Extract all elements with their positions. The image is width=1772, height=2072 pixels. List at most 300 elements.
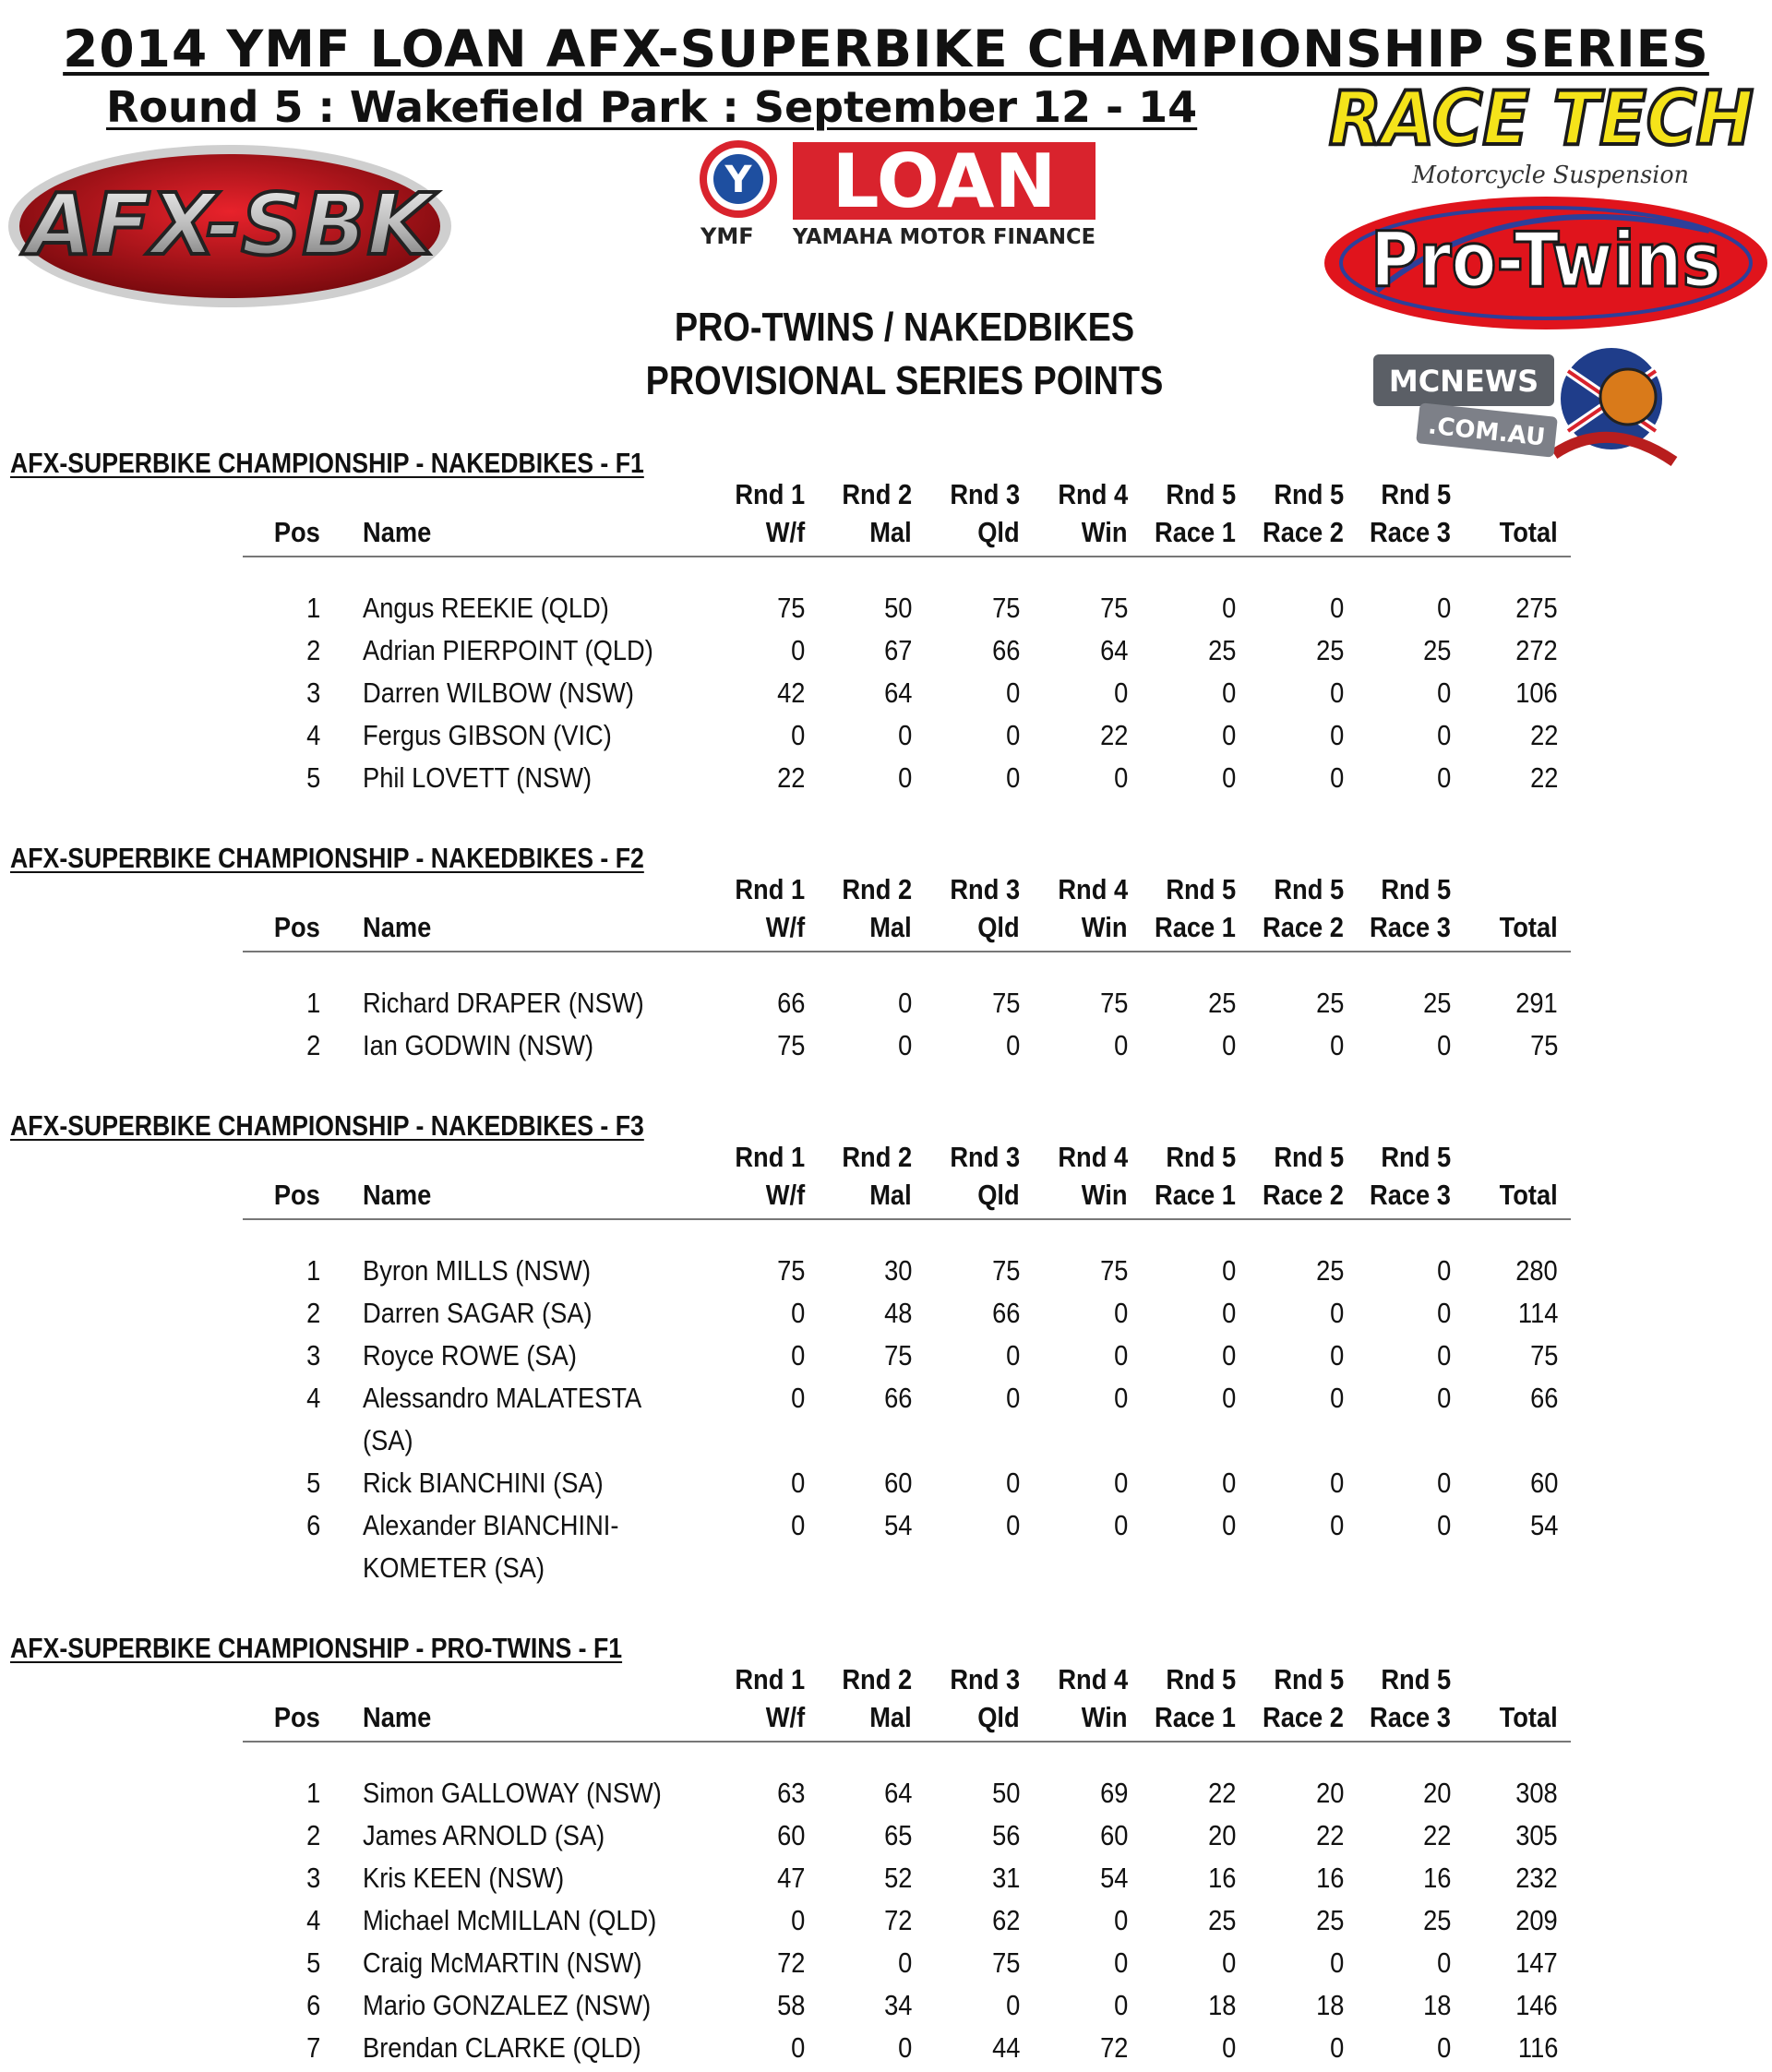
row-total: 280: [1515, 1254, 1558, 1287]
column-header-round: Rnd 5: [1274, 1141, 1344, 1173]
row-position: 4: [305, 1904, 320, 1936]
column-header-pos: Pos: [273, 516, 320, 548]
column-header-round: Rnd 5: [1166, 1663, 1236, 1695]
row-points: 66: [776, 987, 805, 1019]
row-points: 0: [1436, 1467, 1451, 1499]
row-position: 2: [305, 1819, 320, 1851]
row-points: 0: [1221, 1509, 1236, 1541]
row-points: 0: [1436, 677, 1451, 709]
row-points: 0: [1436, 1297, 1451, 1329]
row-points: 0: [1113, 1297, 1128, 1329]
column-header-round: Rnd 3: [950, 478, 1020, 510]
row-points: 0: [1221, 1297, 1236, 1329]
row-points: 69: [1099, 1777, 1128, 1809]
row-points: 0: [1005, 719, 1020, 751]
row-points: 0: [1221, 1467, 1236, 1499]
ymf-loan-logo: [697, 138, 1103, 249]
row-points: 72: [883, 1904, 912, 1936]
column-header-round: Rnd 4: [1058, 478, 1128, 510]
row-points: 0: [790, 1297, 805, 1329]
row-points: 25: [1422, 634, 1451, 666]
column-header-top-row: [0, 1661, 1772, 1704]
row-points: 25: [1315, 634, 1344, 666]
row-position: 2: [305, 1297, 320, 1329]
mcnews-logo: [1370, 343, 1694, 473]
table-row: [0, 1945, 1772, 1987]
row-points: 75: [883, 1339, 912, 1371]
row-total: 54: [1529, 1509, 1558, 1541]
row-points: 64: [883, 677, 912, 709]
row-position: 4: [305, 1382, 320, 1414]
column-header-event: W/f: [765, 911, 805, 943]
row-rider-name: Mario GONZALEZ (NSW): [363, 1989, 652, 2021]
row-points: 75: [776, 1254, 805, 1287]
column-header-event: Race 1: [1155, 911, 1236, 943]
section-title: AFX-SUPERBIKE CHAMPIONSHIP - NAKEDBIKES - F2: [10, 842, 644, 874]
row-points: 0: [1005, 1509, 1020, 1541]
column-header-top-row: [0, 1139, 1772, 1181]
row-points: 75: [991, 1946, 1020, 1979]
row-points: 0: [1329, 1382, 1344, 1414]
row-total: 22: [1529, 761, 1558, 794]
row-points: 0: [1329, 592, 1344, 624]
row-total: 291: [1515, 987, 1558, 1019]
row-points: 25: [1315, 1904, 1344, 1936]
row-rider-name: Simon GALLOWAY (NSW): [363, 1777, 662, 1809]
row-points: 20: [1315, 1777, 1344, 1809]
column-header-event: Qld: [977, 1701, 1020, 1733]
row-position: 7: [305, 2031, 320, 2064]
row-position: 5: [305, 761, 320, 794]
table-row: [0, 1337, 1772, 1380]
column-header-row: [0, 1699, 1772, 1742]
row-points: 22: [1207, 1777, 1236, 1809]
row-points: 22: [1315, 1819, 1344, 1851]
column-header-round: Rnd 5: [1381, 1663, 1451, 1695]
row-points: 0: [1005, 1339, 1020, 1371]
row-points: 0: [1329, 1467, 1344, 1499]
header-divider: [243, 1218, 1571, 1220]
row-position: 1: [305, 1254, 320, 1287]
column-header-event: W/f: [765, 516, 805, 548]
row-points: 0: [790, 1467, 805, 1499]
row-points: 0: [790, 1382, 805, 1414]
column-header-event: Race 2: [1263, 911, 1344, 943]
row-rider-name: Craig McMARTIN (NSW): [363, 1946, 642, 1979]
row-points: 66: [991, 1297, 1020, 1329]
row-points: 0: [1221, 677, 1236, 709]
row-rider-name: Kris KEEN (NSW): [363, 1862, 565, 1894]
row-total: 22: [1529, 719, 1558, 751]
row-total: 305: [1515, 1819, 1558, 1851]
row-points: 30: [883, 1254, 912, 1287]
column-header-round: Rnd 4: [1058, 1141, 1128, 1173]
row-points: 20: [1422, 1777, 1451, 1809]
column-header-event: Qld: [977, 516, 1020, 548]
table-row: [0, 1507, 1772, 1550]
heading-line-2: PROVISIONAL SERIES POINTS: [645, 358, 1164, 403]
row-points: 22: [776, 761, 805, 794]
column-header-total: Total: [1499, 516, 1558, 548]
column-header-name: Name: [363, 516, 432, 548]
row-position: 6: [305, 1509, 320, 1541]
row-points: 25: [1422, 987, 1451, 1019]
row-points: 16: [1207, 1862, 1236, 1894]
column-header-event: W/f: [765, 1701, 805, 1733]
svg-text:Y: Y: [724, 159, 752, 201]
column-header-event: Mal: [869, 516, 912, 548]
row-position: 5: [305, 1946, 320, 1979]
row-points: 0: [897, 719, 912, 751]
row-position: 3: [305, 1339, 320, 1371]
row-points: 0: [1221, 761, 1236, 794]
page-title: 2014 YMF LOAN AFX-SUPERBIKE CHAMPIONSHIP SERIES: [63, 19, 1709, 78]
row-points: 0: [1436, 719, 1451, 751]
table-row: [0, 675, 1772, 717]
row-points: 63: [776, 1777, 805, 1809]
row-points: 25: [1207, 1904, 1236, 1936]
column-header-event: Mal: [869, 1701, 912, 1733]
column-header-round: Rnd 5: [1166, 873, 1236, 905]
row-total: 275: [1515, 592, 1558, 624]
row-position: 6: [305, 1989, 320, 2021]
column-header-row: [0, 514, 1772, 557]
column-header-round: Rnd 3: [950, 1141, 1020, 1173]
heading-line-1: PRO-TWINS / NAKEDBIKES: [674, 305, 1135, 350]
afx-sbk-logo: [4, 138, 456, 314]
table-row: [0, 1902, 1772, 1945]
table-row-continuation: [0, 1422, 1772, 1465]
column-header-round: Rnd 4: [1058, 1663, 1128, 1695]
table-row: [0, 1380, 1772, 1422]
table-row: [0, 1775, 1772, 1817]
row-points: 0: [897, 1029, 912, 1061]
row-rider-name: Richard DRAPER (NSW): [363, 987, 644, 1019]
row-points: 0: [897, 1946, 912, 1979]
row-points: 18: [1207, 1989, 1236, 2021]
row-points: 34: [883, 1989, 912, 2021]
row-rider-name: Byron MILLS (NSW): [363, 1254, 592, 1287]
row-points: 54: [1099, 1862, 1128, 1894]
row-points: 0: [1436, 1382, 1451, 1414]
row-total: 75: [1529, 1339, 1558, 1371]
row-total: 116: [1517, 2031, 1558, 2064]
ymf-text: YMF: [700, 223, 754, 249]
row-points: 54: [883, 1509, 912, 1541]
table-row: [0, 1465, 1772, 1507]
row-points: 52: [883, 1862, 912, 1894]
table-row-continuation: [0, 1550, 1772, 1592]
column-header-pos: Pos: [273, 1701, 320, 1733]
row-points: 0: [1436, 1029, 1451, 1061]
row-points: 0: [1436, 1946, 1451, 1979]
row-rider-name: Royce ROWE (SA): [363, 1339, 577, 1371]
row-rider-name: Alessandro MALATESTA: [363, 1382, 642, 1414]
column-header-event: Win: [1082, 1179, 1128, 1211]
row-points: 75: [991, 987, 1020, 1019]
column-header-round: Rnd 5: [1381, 873, 1451, 905]
row-points: 64: [883, 1777, 912, 1809]
row-points: 58: [776, 1989, 805, 2021]
row-points: 0: [1221, 1029, 1236, 1061]
row-rider-name: Phil LOVETT (NSW): [363, 761, 593, 794]
row-points: 25: [1422, 1904, 1451, 1936]
row-points: 22: [1099, 719, 1128, 751]
column-header-round: Rnd 5: [1381, 478, 1451, 510]
row-points: 75: [1099, 987, 1128, 1019]
row-points: 0: [1221, 719, 1236, 751]
row-points: 72: [1099, 2031, 1128, 2064]
column-header-event: Qld: [977, 911, 1020, 943]
row-points: 0: [1436, 2031, 1451, 2064]
column-header-round: Rnd 2: [842, 478, 912, 510]
column-header-round: Rnd 5: [1274, 1663, 1344, 1695]
mcnews-domain: .COM.AU: [1426, 412, 1547, 452]
column-header-pos: Pos: [273, 1179, 320, 1211]
column-header-event: Mal: [869, 1179, 912, 1211]
row-points: 56: [991, 1819, 1020, 1851]
column-header-event: Race 3: [1370, 911, 1451, 943]
row-points: 31: [991, 1862, 1020, 1894]
row-total: 75: [1529, 1029, 1558, 1061]
row-points: 0: [1113, 1467, 1128, 1499]
row-points: 0: [1436, 1339, 1451, 1371]
column-header-event: Race 1: [1155, 516, 1236, 548]
row-points: 0: [790, 634, 805, 666]
row-points: 0: [1113, 1029, 1128, 1061]
row-points: 0: [1436, 592, 1451, 624]
row-points: 25: [1207, 987, 1236, 1019]
column-header-event: Race 2: [1263, 516, 1344, 548]
row-points: 0: [1113, 1904, 1128, 1936]
row-points: 0: [1221, 1254, 1236, 1287]
row-points: 0: [1329, 1339, 1344, 1371]
row-points: 0: [1005, 761, 1020, 794]
column-header-round: Rnd 5: [1166, 1141, 1236, 1173]
column-header-total: Total: [1499, 1701, 1558, 1733]
row-points: 72: [776, 1946, 805, 1979]
row-points: 0: [1436, 761, 1451, 794]
row-points: 0: [1113, 1339, 1128, 1371]
mcnews-text: MCNEWS: [1388, 364, 1539, 399]
row-rider-name: Ian GODWIN (NSW): [363, 1029, 594, 1061]
row-rider-name: James ARNOLD (SA): [363, 1819, 605, 1851]
row-total: 66: [1529, 1382, 1558, 1414]
row-total: 308: [1515, 1777, 1558, 1809]
row-position: 1: [305, 987, 320, 1019]
column-header-event: Mal: [869, 911, 912, 943]
row-total: 60: [1529, 1467, 1558, 1499]
column-header-event: Race 3: [1370, 1179, 1451, 1211]
column-header-total: Total: [1499, 911, 1558, 943]
afx-logo-text: AFX-SBK: [27, 175, 433, 274]
row-total: 146: [1515, 1989, 1558, 2021]
row-rider-name-cont: (SA): [363, 1424, 413, 1456]
row-rider-name: Adrian PIERPOINT (QLD): [363, 634, 653, 666]
row-points: 44: [991, 2031, 1020, 2064]
row-points: 0: [790, 1339, 805, 1371]
header-divider: [243, 1741, 1571, 1743]
column-header-round: Rnd 2: [842, 873, 912, 905]
row-points: 75: [776, 592, 805, 624]
row-points: 64: [1099, 634, 1128, 666]
race-tech-logo: [1320, 76, 1763, 196]
column-header-event: Race 2: [1263, 1701, 1344, 1733]
loan-text: LOAN: [832, 138, 1057, 224]
row-position: 5: [305, 1467, 320, 1499]
row-points: 16: [1422, 1862, 1451, 1894]
row-points: 0: [1113, 1946, 1128, 1979]
row-rider-name-cont: KOMETER (SA): [363, 1551, 545, 1584]
row-points: 0: [1221, 1946, 1236, 1979]
row-position: 1: [305, 592, 320, 624]
row-points: 75: [991, 1254, 1020, 1287]
race-tech-text: RACE TECH: [1329, 76, 1754, 162]
row-points: 50: [883, 592, 912, 624]
pro-twins-text: Pro-Twins: [1371, 217, 1721, 305]
header-divider: [243, 556, 1571, 557]
column-header-round: Rnd 5: [1274, 873, 1344, 905]
row-points: 50: [991, 1777, 1020, 1809]
row-points: 0: [790, 1904, 805, 1936]
row-points: 0: [1005, 1382, 1020, 1414]
row-points: 48: [883, 1297, 912, 1329]
table-row: [0, 590, 1772, 632]
column-header-event: Win: [1082, 1701, 1128, 1733]
column-header-top-row: [0, 476, 1772, 519]
row-points: 0: [1329, 1946, 1344, 1979]
row-points: 60: [1099, 1819, 1128, 1851]
row-position: 2: [305, 1029, 320, 1061]
row-points: 0: [1005, 677, 1020, 709]
column-header-row: [0, 1177, 1772, 1219]
table-row: [0, 1817, 1772, 1860]
column-header-round: Rnd 2: [842, 1141, 912, 1173]
row-rider-name: Darren SAGAR (SA): [363, 1297, 593, 1329]
row-points: 42: [776, 677, 805, 709]
row-points: 0: [790, 1509, 805, 1541]
row-points: 0: [897, 761, 912, 794]
row-points: 0: [1329, 761, 1344, 794]
column-header-event: Win: [1082, 516, 1128, 548]
row-points: 0: [1329, 1509, 1344, 1541]
column-header-total: Total: [1499, 1179, 1558, 1211]
row-position: 3: [305, 1862, 320, 1894]
pro-twins-logo: [1322, 194, 1770, 332]
section-title: AFX-SUPERBIKE CHAMPIONSHIP - PRO-TWINS - F1: [10, 1632, 623, 1664]
column-header-event: Race 3: [1370, 516, 1451, 548]
column-header-round: Rnd 5: [1381, 1141, 1451, 1173]
row-points: 0: [1221, 2031, 1236, 2064]
row-points: 0: [1113, 1509, 1128, 1541]
row-points: 67: [883, 634, 912, 666]
row-position: 3: [305, 677, 320, 709]
column-header-round: Rnd 2: [842, 1663, 912, 1695]
column-header-event: Race 1: [1155, 1179, 1236, 1211]
section-title: AFX-SUPERBIKE CHAMPIONSHIP - NAKEDBIKES - F1: [10, 447, 644, 479]
column-header-event: Qld: [977, 1179, 1020, 1211]
row-points: 0: [1005, 1029, 1020, 1061]
table-row: [0, 1987, 1772, 2030]
column-header-event: Race 3: [1370, 1701, 1451, 1733]
row-points: 0: [1329, 1297, 1344, 1329]
row-total: 209: [1515, 1904, 1558, 1936]
row-points: 0: [1221, 1382, 1236, 1414]
column-header-round: Rnd 1: [735, 478, 805, 510]
row-points: 25: [1315, 1254, 1344, 1287]
row-points: 0: [897, 2031, 912, 2064]
column-header-name: Name: [363, 1701, 432, 1733]
row-points: 75: [1099, 592, 1128, 624]
row-points: 0: [1113, 677, 1128, 709]
table-row: [0, 1027, 1772, 1070]
table-row: [0, 717, 1772, 760]
column-header-row: [0, 909, 1772, 952]
row-points: 0: [1005, 1467, 1020, 1499]
row-rider-name: Alexander BIANCHINI-: [363, 1509, 619, 1541]
row-rider-name: Brendan CLARKE (QLD): [363, 2031, 641, 2064]
row-points: 0: [1329, 1029, 1344, 1061]
row-total: 106: [1515, 677, 1558, 709]
race-tech-tagline: Motorcycle Suspension: [1411, 162, 1689, 189]
row-points: 20: [1207, 1819, 1236, 1851]
row-points: 22: [1422, 1819, 1451, 1851]
row-points: 0: [1329, 2031, 1344, 2064]
table-row: [0, 1252, 1772, 1295]
table-row: [0, 985, 1772, 1027]
row-points: 0: [1113, 1989, 1128, 2021]
row-points: 62: [991, 1904, 1020, 1936]
row-points: 0: [1436, 1509, 1451, 1541]
column-header-round: Rnd 4: [1058, 873, 1128, 905]
row-points: 60: [883, 1467, 912, 1499]
row-rider-name: Rick BIANCHINI (SA): [363, 1467, 604, 1499]
column-header-name: Name: [363, 1179, 432, 1211]
column-header-round: Rnd 3: [950, 873, 1020, 905]
row-rider-name: Michael McMILLAN (QLD): [363, 1904, 657, 1936]
row-points: 0: [790, 2031, 805, 2064]
row-rider-name: Angus REEKIE (QLD): [363, 592, 609, 624]
row-rider-name: Fergus GIBSON (VIC): [363, 719, 612, 751]
row-total: 147: [1515, 1946, 1558, 1979]
row-points: 0: [1221, 592, 1236, 624]
section-title: AFX-SUPERBIKE CHAMPIONSHIP - NAKEDBIKES - F3: [10, 1109, 644, 1142]
column-header-round: Rnd 1: [735, 1663, 805, 1695]
row-points: 75: [1099, 1254, 1128, 1287]
ymf-tagline: YAMAHA MOTOR FINANCE: [792, 225, 1096, 249]
row-points: 66: [991, 634, 1020, 666]
column-header-round: Rnd 1: [735, 873, 805, 905]
row-points: 66: [883, 1382, 912, 1414]
row-points: 0: [897, 987, 912, 1019]
row-position: 1: [305, 1777, 320, 1809]
row-points: 47: [776, 1862, 805, 1894]
row-points: 75: [776, 1029, 805, 1061]
row-points: 16: [1315, 1862, 1344, 1894]
table-row: [0, 1860, 1772, 1902]
row-total: 232: [1515, 1862, 1558, 1894]
column-header-name: Name: [363, 911, 432, 943]
column-header-round: Rnd 3: [950, 1663, 1020, 1695]
row-points: 0: [1436, 1254, 1451, 1287]
row-points: 18: [1315, 1989, 1344, 2021]
table-row: [0, 632, 1772, 675]
column-header-round: Rnd 1: [735, 1141, 805, 1173]
page-heading: [571, 301, 1238, 408]
row-total: 272: [1515, 634, 1558, 666]
table-row: [0, 1295, 1772, 1337]
column-header-round: Rnd 5: [1274, 478, 1344, 510]
